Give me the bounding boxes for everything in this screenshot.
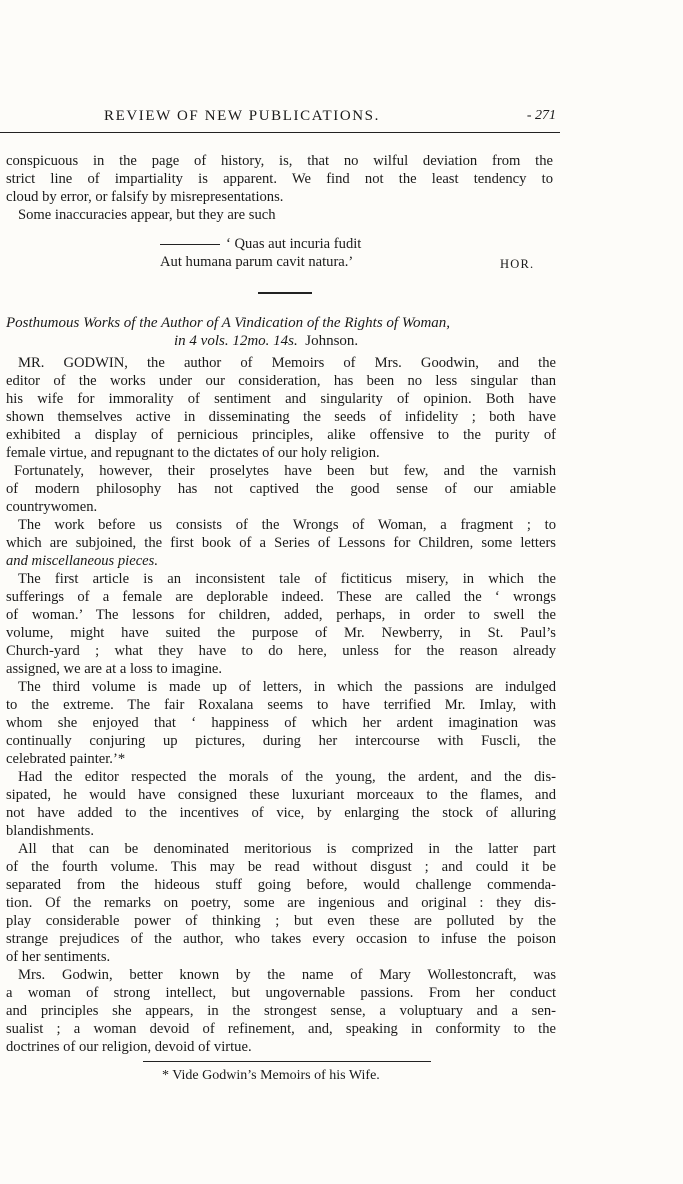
text-line: whom she enjoyed that ‘ happiness of which her ardent imagination was (6, 715, 556, 731)
text-line: MR. GODWIN, the author of Memoirs of Mrs. Goodwin, and the (18, 355, 556, 371)
text-line: and principles she appears, in the strongest sense, a voluptuary and a sen- (6, 1003, 556, 1019)
text-line: Church-yard ; what they have to do here, unless for the reason already (6, 643, 556, 659)
section-divider (258, 292, 312, 294)
text-line: shown themselves active in disseminating the seeds of infidelity ; both have (6, 409, 556, 425)
em-dash (160, 244, 220, 245)
text-line: The third volume is made up of letters, in which the passions are indulged (18, 679, 556, 695)
footnote-rule (143, 1061, 431, 1062)
text-line: of her sentiments. (6, 949, 111, 965)
text-line: not have added to the incentives of vice, by enlarging the stock of alluring (6, 805, 556, 821)
running-head (0, 108, 683, 130)
text-line: strange prejudices of the author, who takes every occasion to infuse the poison (6, 931, 556, 947)
text-line: The work before us consists of the Wrongs of Woman, a fragment ; to (18, 517, 556, 533)
text-line: volume, might have suited the purpose of Mr. Newberry, in St. Paul’s (6, 625, 556, 641)
footnote: * Vide Godwin’s Memoirs of his Wife. (162, 1068, 380, 1083)
text-line: strict line of impartiality is apparent. We find not the least tendency to (6, 171, 553, 187)
text-line: tion. Of the remarks on poetry, some are ingenious and original : they dis- (6, 895, 556, 911)
quotation-line-1: ‘ Quas aut incuria fudit (160, 236, 361, 253)
text-line: and miscellaneous pieces. (6, 553, 158, 569)
review-title-details: in 4 vols. 12mo. 14s. Johnson. (174, 333, 359, 349)
text-line: sualist ; a woman devoid of refinement, and, speaking in conformity to the (6, 1021, 556, 1037)
quotation-line-2: Aut humana parum cavit natura.’ (160, 254, 354, 270)
text-line: Some inaccuracies appear, but they are such (18, 207, 276, 223)
text-line: exhibited a display of pernicious principles, alike offensive to the purity of (6, 427, 556, 443)
text-line: separated from the hideous stuff going before, would challenge commenda- (6, 877, 556, 893)
text-line: of modern philosophy has not captived the good sense of our amiable (6, 481, 556, 497)
text-line: play considerable power of thinking ; but even these are polluted by the (6, 913, 556, 929)
text-line: of the fourth volume. This may be read without disgust ; and could it be (6, 859, 556, 875)
text-line: countrywomen. (6, 499, 98, 515)
text-line: Had the editor respected the morals of the young, the ardent, and the dis- (18, 769, 556, 785)
text-line: blandishments. (6, 823, 94, 839)
text-line: Mrs. Godwin, better known by the name of Mary Wollestoncraft, was (18, 967, 556, 983)
text-line: female virtue, and repugnant to the dictates of our holy religion. (6, 445, 380, 461)
text-line: sipated, he would have consigned these luxuriant morceaux to the flames, and (6, 787, 556, 803)
text-line: All that can be denominated meritorious is comprized in the latter part (18, 841, 556, 857)
running-title: REVIEW OF NEW PUBLICATIONS. (104, 108, 380, 124)
text-line: sufferings of a female are deplorable indeed. These are called the ‘ wrongs (6, 589, 556, 605)
review-title: Posthumous Works of the Author of A Vindication of the Rights of Woman, (6, 315, 451, 331)
text-line: cloud by error, or falsify by misrepresentations. (6, 189, 284, 205)
text-line: his wife for immorality of sentiment and singularity of opinion. Both have (6, 391, 556, 407)
text-line: Fortunately, however, their proselytes have been but few, and the varnish (14, 463, 556, 479)
text-line: continually conjuring up pictures, during her intercourse with Fuscli, the (6, 733, 556, 749)
text-line: celebrated painter.’* (6, 751, 126, 767)
text-line: to the extreme. The fair Roxalana seems to have terrified Mr. Imlay, with (6, 697, 556, 713)
text-line: a woman of strong intellect, but ungovernable passions. From her conduct (6, 985, 556, 1001)
text-line: editor of the works under our consideration, has been no less singular than (6, 373, 556, 389)
text-line: assigned, we are at a loss to imagine. (6, 661, 223, 677)
header-rule (0, 132, 560, 133)
text-line: doctrines of our religion, devoid of virtue. (6, 1039, 252, 1055)
text-line: which are subjoined, the first book of a Series of Lessons for Children, some letters (6, 535, 556, 551)
text-line: The first article is an inconsistent tale of fictiticus misery, in which the (18, 571, 556, 587)
page-number: - 271 (526, 108, 556, 123)
quotation-attribution: HOR. (500, 257, 535, 271)
text-line: of woman.’ The lessons for children, added, perhaps, in order to swell the (6, 607, 556, 623)
text-line: conspicuous in the page of history, is, that no wilful deviation from the (6, 153, 553, 169)
